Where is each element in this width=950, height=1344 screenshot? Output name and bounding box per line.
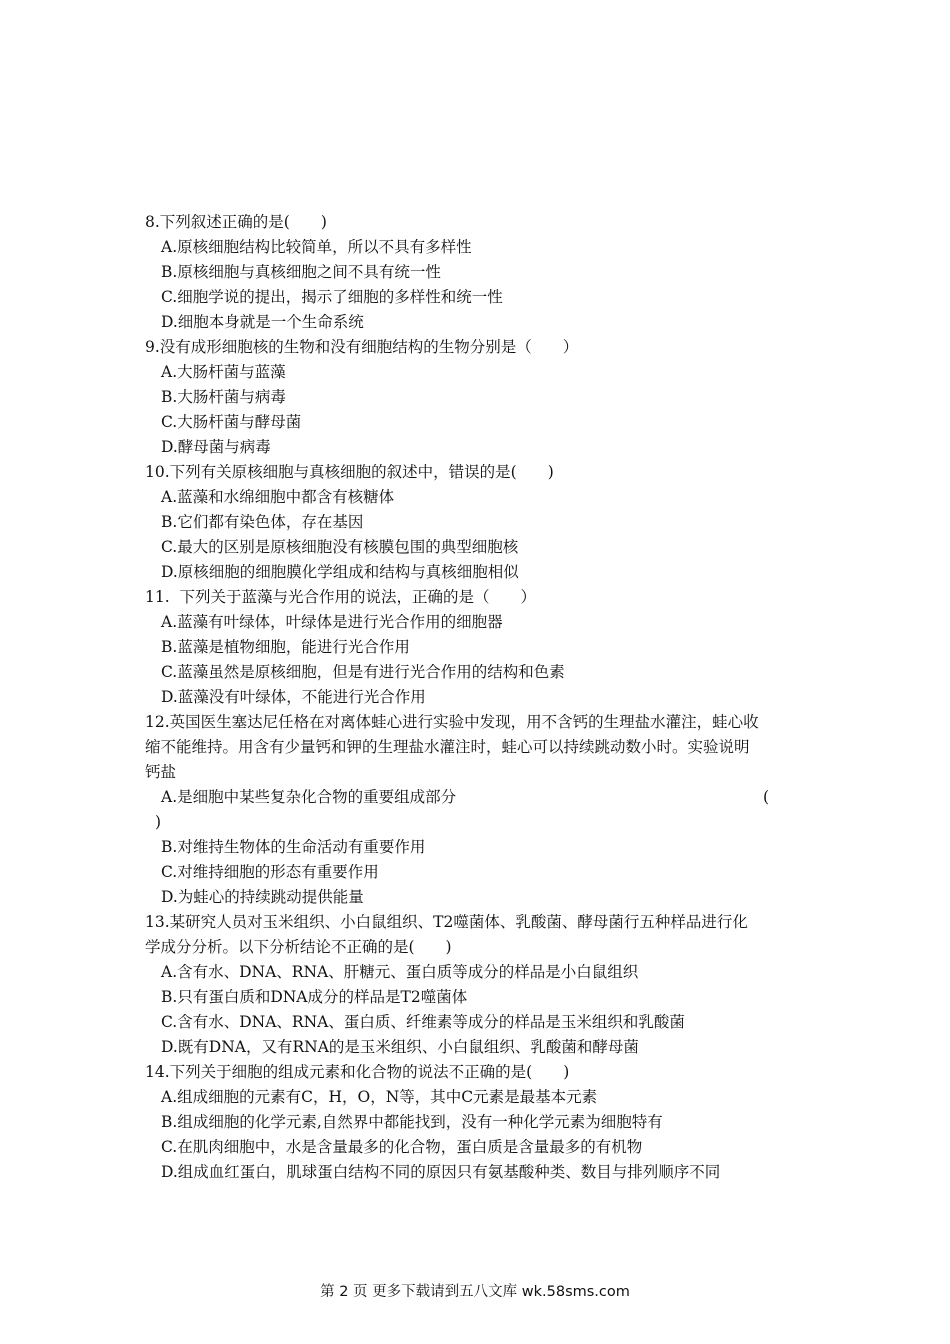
question-9 [145, 335, 817, 460]
question-10 [145, 460, 817, 585]
option-a: A.含有水、DNA、RNA、肝糖元、蛋白质等成分的样品是小白鼠组织 [161, 963, 639, 981]
option-c: C.细胞学说的提出，揭示了细胞的多样性和统一性 [161, 288, 503, 306]
option-b: B.组成细胞的化学元素,自然界中都能找到，没有一种化学元素为细胞特有 [161, 1113, 663, 1131]
option-b: B.对维持生物体的生命活动有重要作用 [161, 838, 426, 856]
page-footer: 第 2 页 更多下载请到五八文库 wk.58sms.com [320, 1284, 630, 1300]
option-c: C.在肌肉细胞中，水是含量最多的化合物，蛋白质是含量最多的有机物 [161, 1138, 643, 1156]
option-d: D.既有DNA，又有RNA的是玉米组织、小白鼠组织、乳酸菌和酵母菌 [161, 1038, 639, 1056]
option-a: A.组成细胞的元素有C，H，O，N等，其中C元素是最基本元素 [161, 1088, 598, 1106]
question-stem: 11. 下列关于蓝藻与光合作用的说法，正确的是（ ） [145, 588, 537, 606]
option-c: C.最大的区别是原核细胞没有核膜包围的典型细胞核 [161, 538, 519, 556]
question-stem-line-1: 13.某研究人员对玉米组织、小白鼠组织、T2噬菌体、乳酸菌、酵母菌行五种样品进行化 [145, 913, 748, 931]
answer-paren-open: ( [762, 788, 769, 806]
option-c: C.对维持细胞的形态有重要作用 [161, 863, 379, 881]
question-stem-line-2: 学成分分析。以下分析结论不正确的是( ) [145, 938, 452, 956]
option-b: B.原核细胞与真核细胞之间不具有统一性 [161, 263, 441, 281]
question-stem-line-1: 12.英国医生塞达尼任格在对离体蛙心进行实验中发现，用不含钙的生理盐水灌注，蛙心收 [145, 713, 759, 731]
option-d: D.原核细胞的细胞膜化学组成和结构与真核细胞相似 [161, 563, 519, 581]
question-11 [145, 585, 817, 710]
option-b: B.大肠杆菌与病毒 [161, 388, 286, 406]
option-a: A.原核细胞结构比较简单，所以不具有多样性 [161, 238, 472, 256]
question-stem: 14.下列关于细胞的组成元素和化合物的说法不正确的是( ) [145, 1063, 570, 1081]
option-a-row [145, 785, 817, 810]
option-b: B.蓝藻是植物细胞，能进行光合作用 [161, 638, 410, 656]
question-14 [145, 1060, 817, 1185]
option-c: C.蓝藻虽然是原核细胞，但是有进行光合作用的结构和色素 [161, 663, 565, 681]
option-d: D.组成血红蛋白，肌球蛋白结构不同的原因只有氨基酸种类、数目与排列顺序不同 [161, 1163, 721, 1181]
question-stem: 9.没有成形细胞核的生物和没有细胞结构的生物分别是（ ） [145, 338, 579, 356]
question-8 [145, 210, 817, 335]
question-list [145, 210, 817, 1185]
question-stem: 8.下列叙述正确的是( ) [145, 213, 327, 231]
option-a: A.蓝藻和水绵细胞中都含有核糖体 [161, 488, 395, 506]
answer-paren-close: ) [155, 813, 162, 831]
option-c: C.含有水、DNA、RNA、蛋白质、纤维素等成分的样品是玉米组织和乳酸菌 [161, 1013, 685, 1031]
option-d: D.蓝藻没有叶绿体，不能进行光合作用 [161, 688, 426, 706]
question-12 [145, 710, 817, 910]
option-b: B.只有蛋白质和DNA成分的样品是T2噬菌体 [161, 988, 468, 1006]
question-stem: 10.下列有关原核细胞与真核细胞的叙述中，错误的是( ) [145, 463, 554, 481]
option-c: C.大肠杆菌与酵母菌 [161, 413, 302, 431]
option-d: D.为蛙心的持续跳动提供能量 [161, 888, 364, 906]
option-b: B.它们都有染色体，存在基因 [161, 513, 364, 531]
question-stem-line-2: 缩不能维持。用含有少量钙和钾的生理盐水灌注时，蛙心可以持续跳动数小时。实验说明 [145, 738, 750, 756]
option-a: A.是细胞中某些复杂化合物的重要组成部分 [161, 788, 457, 806]
option-a: A.蓝藻有叶绿体，叶绿体是进行光合作用的细胞器 [161, 613, 503, 631]
option-d: D.细胞本身就是一个生命系统 [161, 313, 364, 331]
option-a: A.大肠杆菌与蓝藻 [161, 363, 286, 381]
option-d: D.酵母菌与病毒 [161, 438, 271, 456]
question-stem-line-3: 钙盐 [145, 763, 177, 781]
question-13 [145, 910, 817, 1060]
